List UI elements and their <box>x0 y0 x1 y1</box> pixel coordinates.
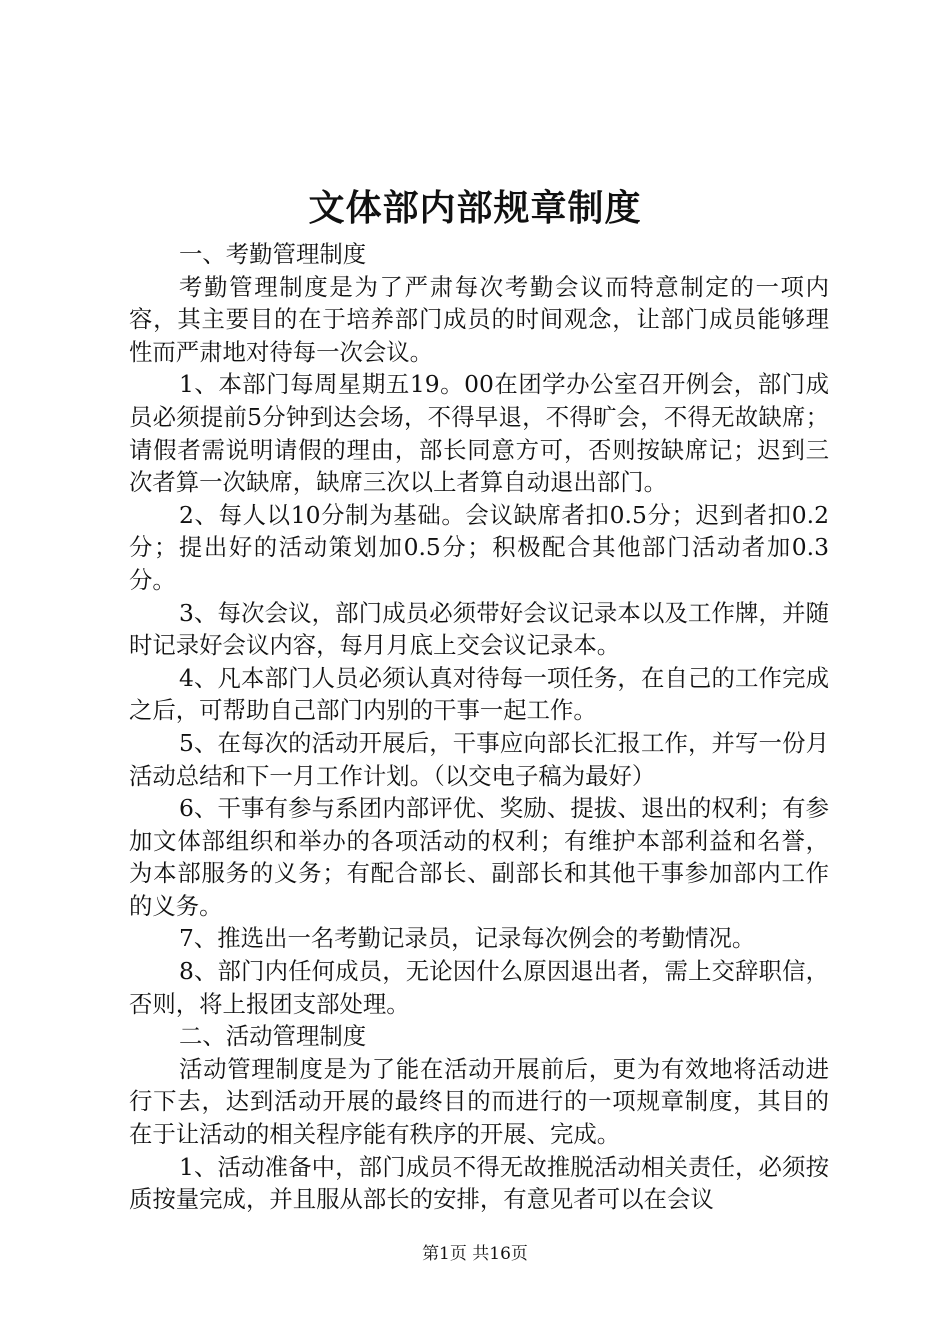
section-heading: 二、活动管理制度 <box>179 1022 367 1051</box>
paragraph: 5、在每次的活动开展后，干事应向部长汇报工作，并写一份月活动总结和下一月工作计划。（以交电子稿为最好） <box>129 728 829 790</box>
paragraph: 4、凡本部门人员必须认真对待每一项任务，在自己的工作完成之后，可帮助自己部门内别的干事一起工作。 <box>129 663 829 725</box>
paragraph: 8、部门内任何成员，无论因什么原因退出者，需上交辞职信，否则，将上报团支部处理。 <box>129 957 829 1018</box>
page-footer: 第1页 共16页 <box>422 1244 528 1264</box>
section-heading: 一、考勤管理制度 <box>179 240 367 268</box>
paragraph: 2、每人以10分制为基础。会议缺席者扣0.5分；迟到者扣0.2分；提出好的活动策划加0.5分；积极配合其他部门活动者加0.3分。 <box>129 500 829 594</box>
paragraph: 6、干事有参与系团内部评优、奖励、提拔、退出的权利；有参加文体部组织和举办的各项活动的权利；有维护本部利益和名誉，为本部服务的义务；有配合部长、副部长和其他干事参加部内工作的义务。 <box>129 794 829 920</box>
paragraph: 3、每次会议，部门成员必须带好会议记录本以及工作牌，并随时记录好会议内容，每月月底上交会议记录本。 <box>129 598 829 660</box>
document-body <box>129 238 829 1216</box>
paragraph: 1、本部门每周星期五19。00在团学办公室召开例会，部门成员必须提前5分钟到达会场，不得早退，不得旷会，不得无故缺席；请假者需说明请假的理由，部长同意方可，否则按缺席记；迟到三次者算一次缺席，缺席三次以上者算自动退出部门。 <box>129 370 829 497</box>
document-title: 文体部内部规章制度 <box>308 187 642 229</box>
paragraph: 7、推选出一名考勤记录员，记录每次例会的考勤情况。 <box>179 924 756 953</box>
paragraph: 活动管理制度是为了能在活动开展前后，更为有效地将活动进行下去，达到活动开展的最终目的而进行的一项规章制度，其目的在于让活动的相关程序能有秩序的开展、完成。 <box>129 1054 829 1149</box>
paragraph: 考勤管理制度是为了严肃每次考勤会议而特意制定的一项内容，其主要目的在于培养部门成员的时间观念，让部门成员能够理性而严肃地对待每一次会议。 <box>129 272 829 366</box>
paragraph: 1、活动准备中，部门成员不得无故推脱活动相关责任，必须按质按量完成，并且服从部长的安排，有意见者可以在会议 <box>129 1152 829 1214</box>
